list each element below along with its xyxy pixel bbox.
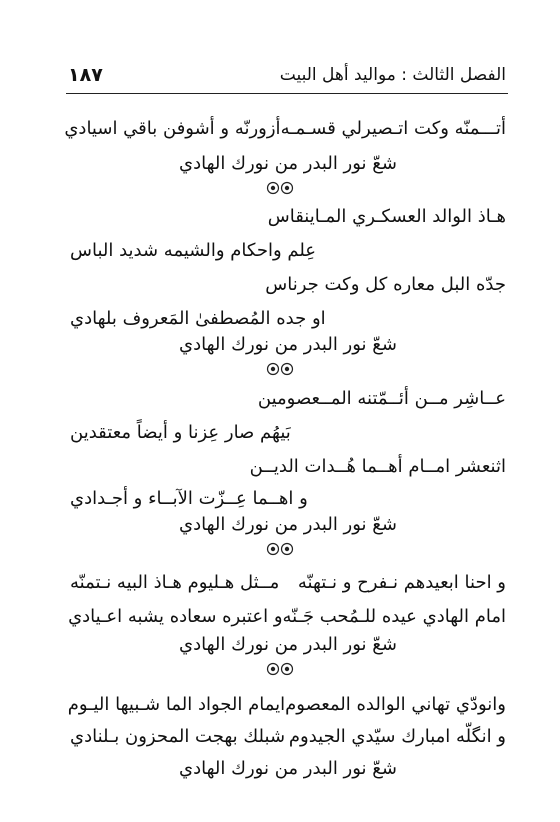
refrain-line: شعّ نور البدر من نورك الهادي xyxy=(179,758,397,779)
chapter-title: الفصل الثالث : مواليد أهل البيت xyxy=(279,65,506,85)
verse-text: بَيهُم صار عِزنا و أيضاً معتقدين xyxy=(70,422,291,443)
verse-hemistich-left: و اعتبره سعاده يشبه اعـيادي xyxy=(68,606,283,627)
verse-text: و اهــما عِــزّت الآبــاء و أجـدادي xyxy=(70,488,308,509)
verse-hemistich-right: وانودّي تهاني الوالده المعصوم xyxy=(285,694,506,715)
verse-hemistich-left: أزورنّه و أشوفن باقي اسيادي xyxy=(64,118,281,139)
stanza-ornament xyxy=(0,181,560,197)
stanza-ornament xyxy=(0,362,560,378)
page-number: ١٨٧ xyxy=(68,64,103,86)
verse-line xyxy=(70,416,506,450)
refrain-line: شعّ نور البدر من نورك الهادي xyxy=(179,334,397,355)
verse-line xyxy=(70,566,506,600)
verse-line: عــاشِر مــن أئــمّتنه المــعصومين xyxy=(257,388,506,409)
verse-hemistich-left: مــثل هـليوم هـاذ البيه نـتمنّه xyxy=(70,572,280,593)
refrain-line: شعّ نور البدر من نورك الهادي xyxy=(179,153,397,174)
verse-line xyxy=(64,112,506,146)
verse-line: اثنعشر امــام أهــما هُــدات الديــن xyxy=(249,456,506,477)
verse-line xyxy=(70,234,506,268)
stanza-ornament xyxy=(0,542,560,558)
verse-hemistich-right: أتـــمنّه وكت اتـصيرلي قسـمـه xyxy=(280,118,506,139)
verse-line: جدّه البل معاره كل وكت جرناس xyxy=(265,274,506,295)
header-rule xyxy=(66,93,508,94)
verse-hemistich-right: و انگلّه امبارك سيّدي الجيدوم xyxy=(288,726,506,747)
verse-hemistich-right: و احنا ابعيدهم نـفرح و نـتهنّه xyxy=(297,572,506,593)
verse-line xyxy=(67,688,506,722)
verse-hemistich-left: شبلك بهجت المحزون بـلنادي xyxy=(70,726,286,747)
verse-hemistich-left: ايمام الجواد الما شـبيها اليـوم xyxy=(67,694,286,715)
verse-line: هـاذ الوالد العسكـري المـاينقاس xyxy=(267,206,506,227)
refrain-line: شعّ نور البدر من نورك الهادي xyxy=(179,514,397,535)
verse-text: او جده المُصطفىٰ المَعروف بلهادي xyxy=(70,308,326,329)
refrain-line: شعّ نور البدر من نورك الهادي xyxy=(179,634,397,655)
stanza-ornament xyxy=(0,662,560,678)
verse-text: عِلم واحكام والشيمه شديد الباس xyxy=(70,240,317,261)
running-header xyxy=(68,60,506,90)
verse-line xyxy=(70,720,506,754)
verse-hemistich-right: امام الهادي عيده للـمُحب جَـنّه xyxy=(282,606,506,627)
